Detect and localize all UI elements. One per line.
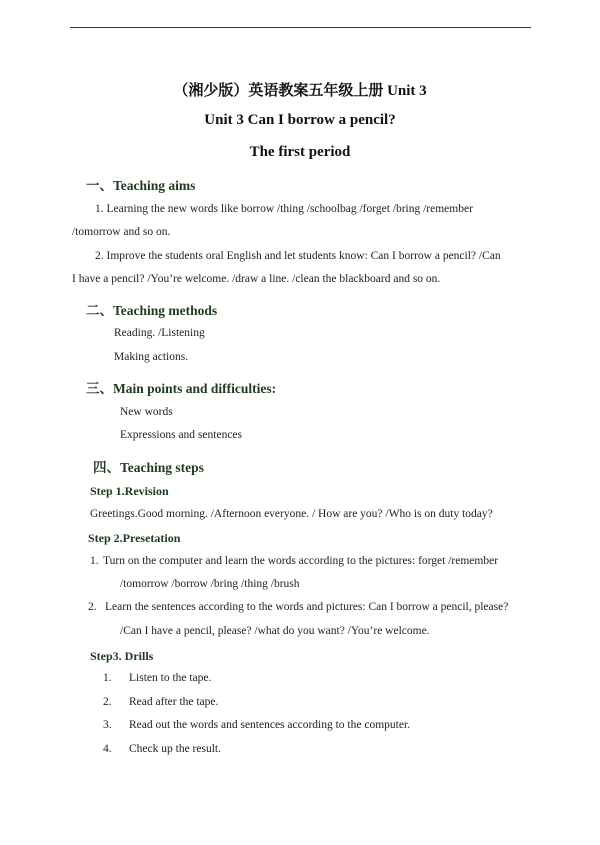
step-1-title: Step 1.Revision <box>90 484 169 498</box>
drill-number: 4. <box>103 743 112 755</box>
step-2-item-2-line-1: Learn the sentences according to the words and pictures: Can I borrow a pencil, please? <box>105 601 509 613</box>
aims-item-1-line-2: /tomorrow and so on. <box>72 226 171 238</box>
drill-text: Read out the words and sentences according to the computer. <box>129 719 411 731</box>
aims-item-1-line-1: 1. Learning the new words like borrow /thing /schoolbag /forget /bring /remember <box>95 203 473 215</box>
document-title: （湘少版）英语教案五年级上册 Unit 3 <box>173 83 427 99</box>
step-2-item-1-number: 1. <box>90 555 99 567</box>
methods-line-1: Reading. /Listening <box>114 327 205 339</box>
drill-text: Listen to the tape. <box>129 672 212 684</box>
points-heading: 三、Main points and difficulties: <box>86 381 277 396</box>
step-2-title: Step 2.Presetation <box>88 531 181 545</box>
methods-line-2: Making actions. <box>114 351 189 363</box>
drill-text: Read after the tape. <box>129 696 219 708</box>
period-title: The first period <box>249 144 351 160</box>
aims-item-2-line-2: I have a pencil? /You’re welcome. /draw a line. /clean the blackboard and so on. <box>72 273 441 285</box>
step-2-item-1-line-2: /tomorrow /borrow /bring /thing /brush <box>120 578 300 590</box>
aims-item-2-line-1: 2. Improve the students oral English and let students know: Can I borrow a pencil? /Can <box>95 250 501 262</box>
header-rule <box>70 27 531 28</box>
drill-number: 1. <box>103 672 112 684</box>
step-2-item-1-line-1: Turn on the computer and learn the words according to the pictures: forget /remember <box>103 555 499 567</box>
step-1-text: Greetings.Good morning. /Afternoon everyone. / How are you? /Who is on duty today? <box>90 508 493 520</box>
aims-heading: 一、Teaching aims <box>86 178 196 193</box>
step-3-title: Step3. Drills <box>90 649 154 663</box>
points-line-1: New words <box>120 406 173 418</box>
steps-heading: 四、Teaching steps <box>93 460 204 475</box>
points-line-2: Expressions and sentences <box>120 429 242 441</box>
step-2-item-2-number: 2. <box>88 601 97 613</box>
methods-heading: 二、Teaching methods <box>86 303 218 318</box>
step-2-item-2-line-2: /Can I have a pencil, please? /what do you want? /You’re welcome. <box>120 625 430 637</box>
drill-number: 3. <box>103 719 112 731</box>
drill-number: 2. <box>103 696 112 708</box>
unit-title: Unit 3 Can I borrow a pencil? <box>204 112 396 128</box>
drill-text: Check up the result. <box>129 743 221 755</box>
